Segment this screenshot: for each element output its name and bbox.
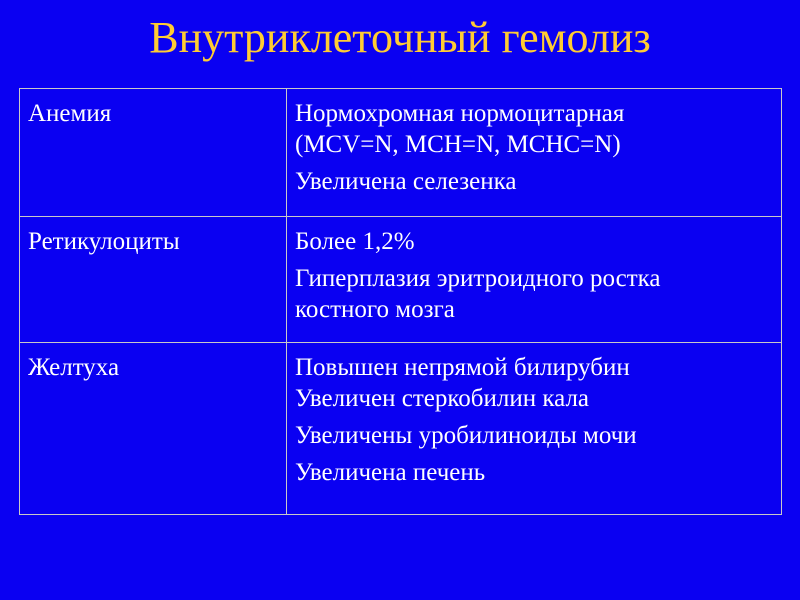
row-value-line: костного мозга — [295, 296, 455, 323]
row-label-cell — [20, 89, 287, 217]
row-label: Желтуха — [28, 354, 120, 381]
table-row — [20, 217, 782, 343]
row-label-cell — [20, 217, 287, 343]
row-value-line: Увеличена селезенка — [295, 168, 517, 195]
row-value-line: Увеличена печень — [295, 459, 486, 486]
slide-title: Внутриклеточный гемолиз — [149, 13, 651, 62]
row-value-line: Увеличены уробилиноиды мочи — [295, 422, 637, 449]
table-row — [20, 343, 782, 515]
row-label: Анемия — [28, 100, 112, 127]
row-value-line: Гиперплазия эритроидного ростка — [295, 265, 661, 292]
row-value-line: (MCV=N, MCH=N, MCHC=N) — [295, 131, 621, 158]
row-value-line: Нормохромная нормоцитарная — [295, 100, 625, 127]
row-label-cell — [20, 343, 287, 515]
row-value-line: Повышен непрямой билирубин — [295, 354, 630, 381]
table-row — [20, 89, 782, 217]
row-label: Ретикулоциты — [28, 228, 180, 255]
row-value-cell — [287, 217, 782, 343]
row-value-cell — [287, 343, 782, 515]
info-table — [19, 88, 782, 515]
row-value-cell — [287, 89, 782, 217]
row-value-line: Увеличен стеркобилин кала — [295, 385, 590, 412]
row-value-line: Более 1,2% — [295, 228, 415, 255]
